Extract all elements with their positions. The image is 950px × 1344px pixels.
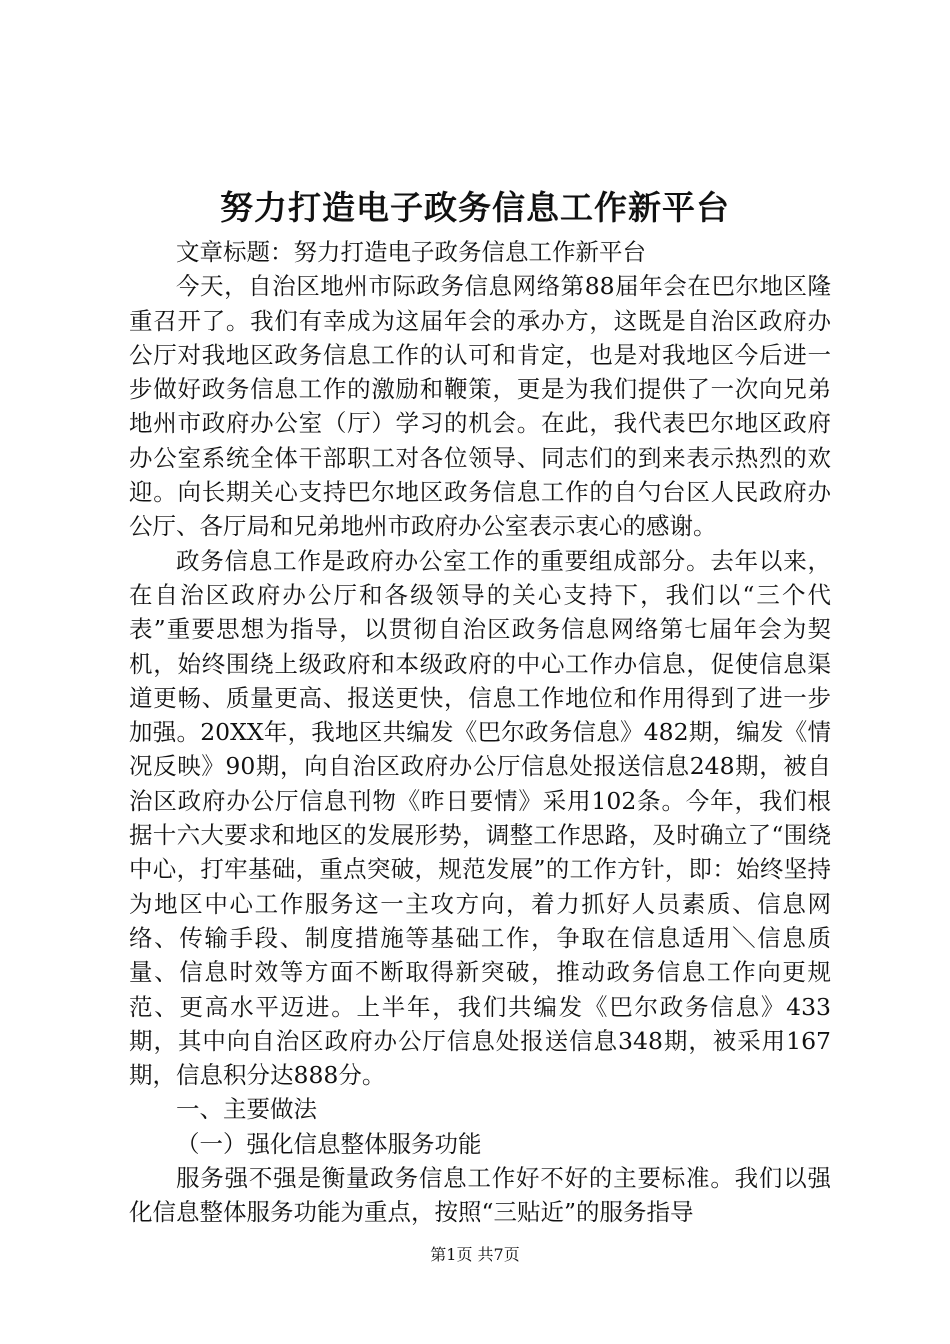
document-title: 努力打造电子政务信息工作新平台 [220, 188, 730, 227]
subsection-heading: （一）强化信息整体服务功能 [176, 1129, 482, 1158]
document-body [129, 235, 831, 1230]
paragraph-overview: 政务信息工作是政府办公室工作的重要组成部分。去年以来，在自治区政府办公厅和各级领导的关心支持下，我们以“三个代表”重要思想为指导，以贯彻自治区政务信息网络第七届年会为契机，始终围绕上级政府和本级政府的中心工作办信息，促使信息渠道更畅、质量更高、报送更快，信息工作地位和作用得到了进一步加强。20XX年，我地区共编发《巴尔政务信息》482期，编发《情况反映》90期，向自治区政府办公厅信息处报送信息248期，被自治区政府办公厅信息刊物《昨日要情》采用102条。今年，我们根据十六大要求和地区的发展形势，调整工作思路，及时确立了“围绕中心，打牢基础，重点突破，规范发展”的工作方针，即：始终坚持为地区中心工作服务这一主攻方向，着力抓好人员素质、信息网络、传输手段、制度措施等基础工作，争取在信息适用＼信息质量、信息时效等方面不断取得新突破，推动政务信息工作向更规范、更高水平迈进。上半年，我们共编发《巴尔政务信息》433期，其中向自治区政府办公厅信息处报送信息348期，被采用167期，信息积分达888分。 [129, 546, 831, 1090]
paragraph-intro: 今天，自治区地州市际政务信息网络第88届年会在巴尔地区隆重召开了。我们有幸成为这届年会的承办方，这既是自治区政府办公厅对我地区政务信息工作的认可和肯定，也是对我地区今后进一步做好政务信息工作的激励和鞭策，更是为我们提供了一次向兄弟地州市政府办公室（厅）学习的机会。在此，我代表巴尔地区政府办公室系统全体干部职工对各位领导、同志们的到来表示热烈的欢迎。向长期关心支持巴尔地区政务信息工作的自勺台区人民政府办公厅、各厅局和兄弟地州市政府办公室表示衷心的感谢。 [129, 272, 831, 541]
section-heading: 一、主要做法 [176, 1095, 317, 1124]
paragraph-service: 服务强不强是衡量政务信息工作好不好的主要标准。我们以强化信息整体服务功能为重点，按照“三贴近”的服务指导 [129, 1164, 831, 1227]
article-title-line: 文章标题：努力打造电子政务信息工作新平台 [176, 238, 646, 266]
page-footer: 第1页 共7页 [430, 1245, 520, 1264]
